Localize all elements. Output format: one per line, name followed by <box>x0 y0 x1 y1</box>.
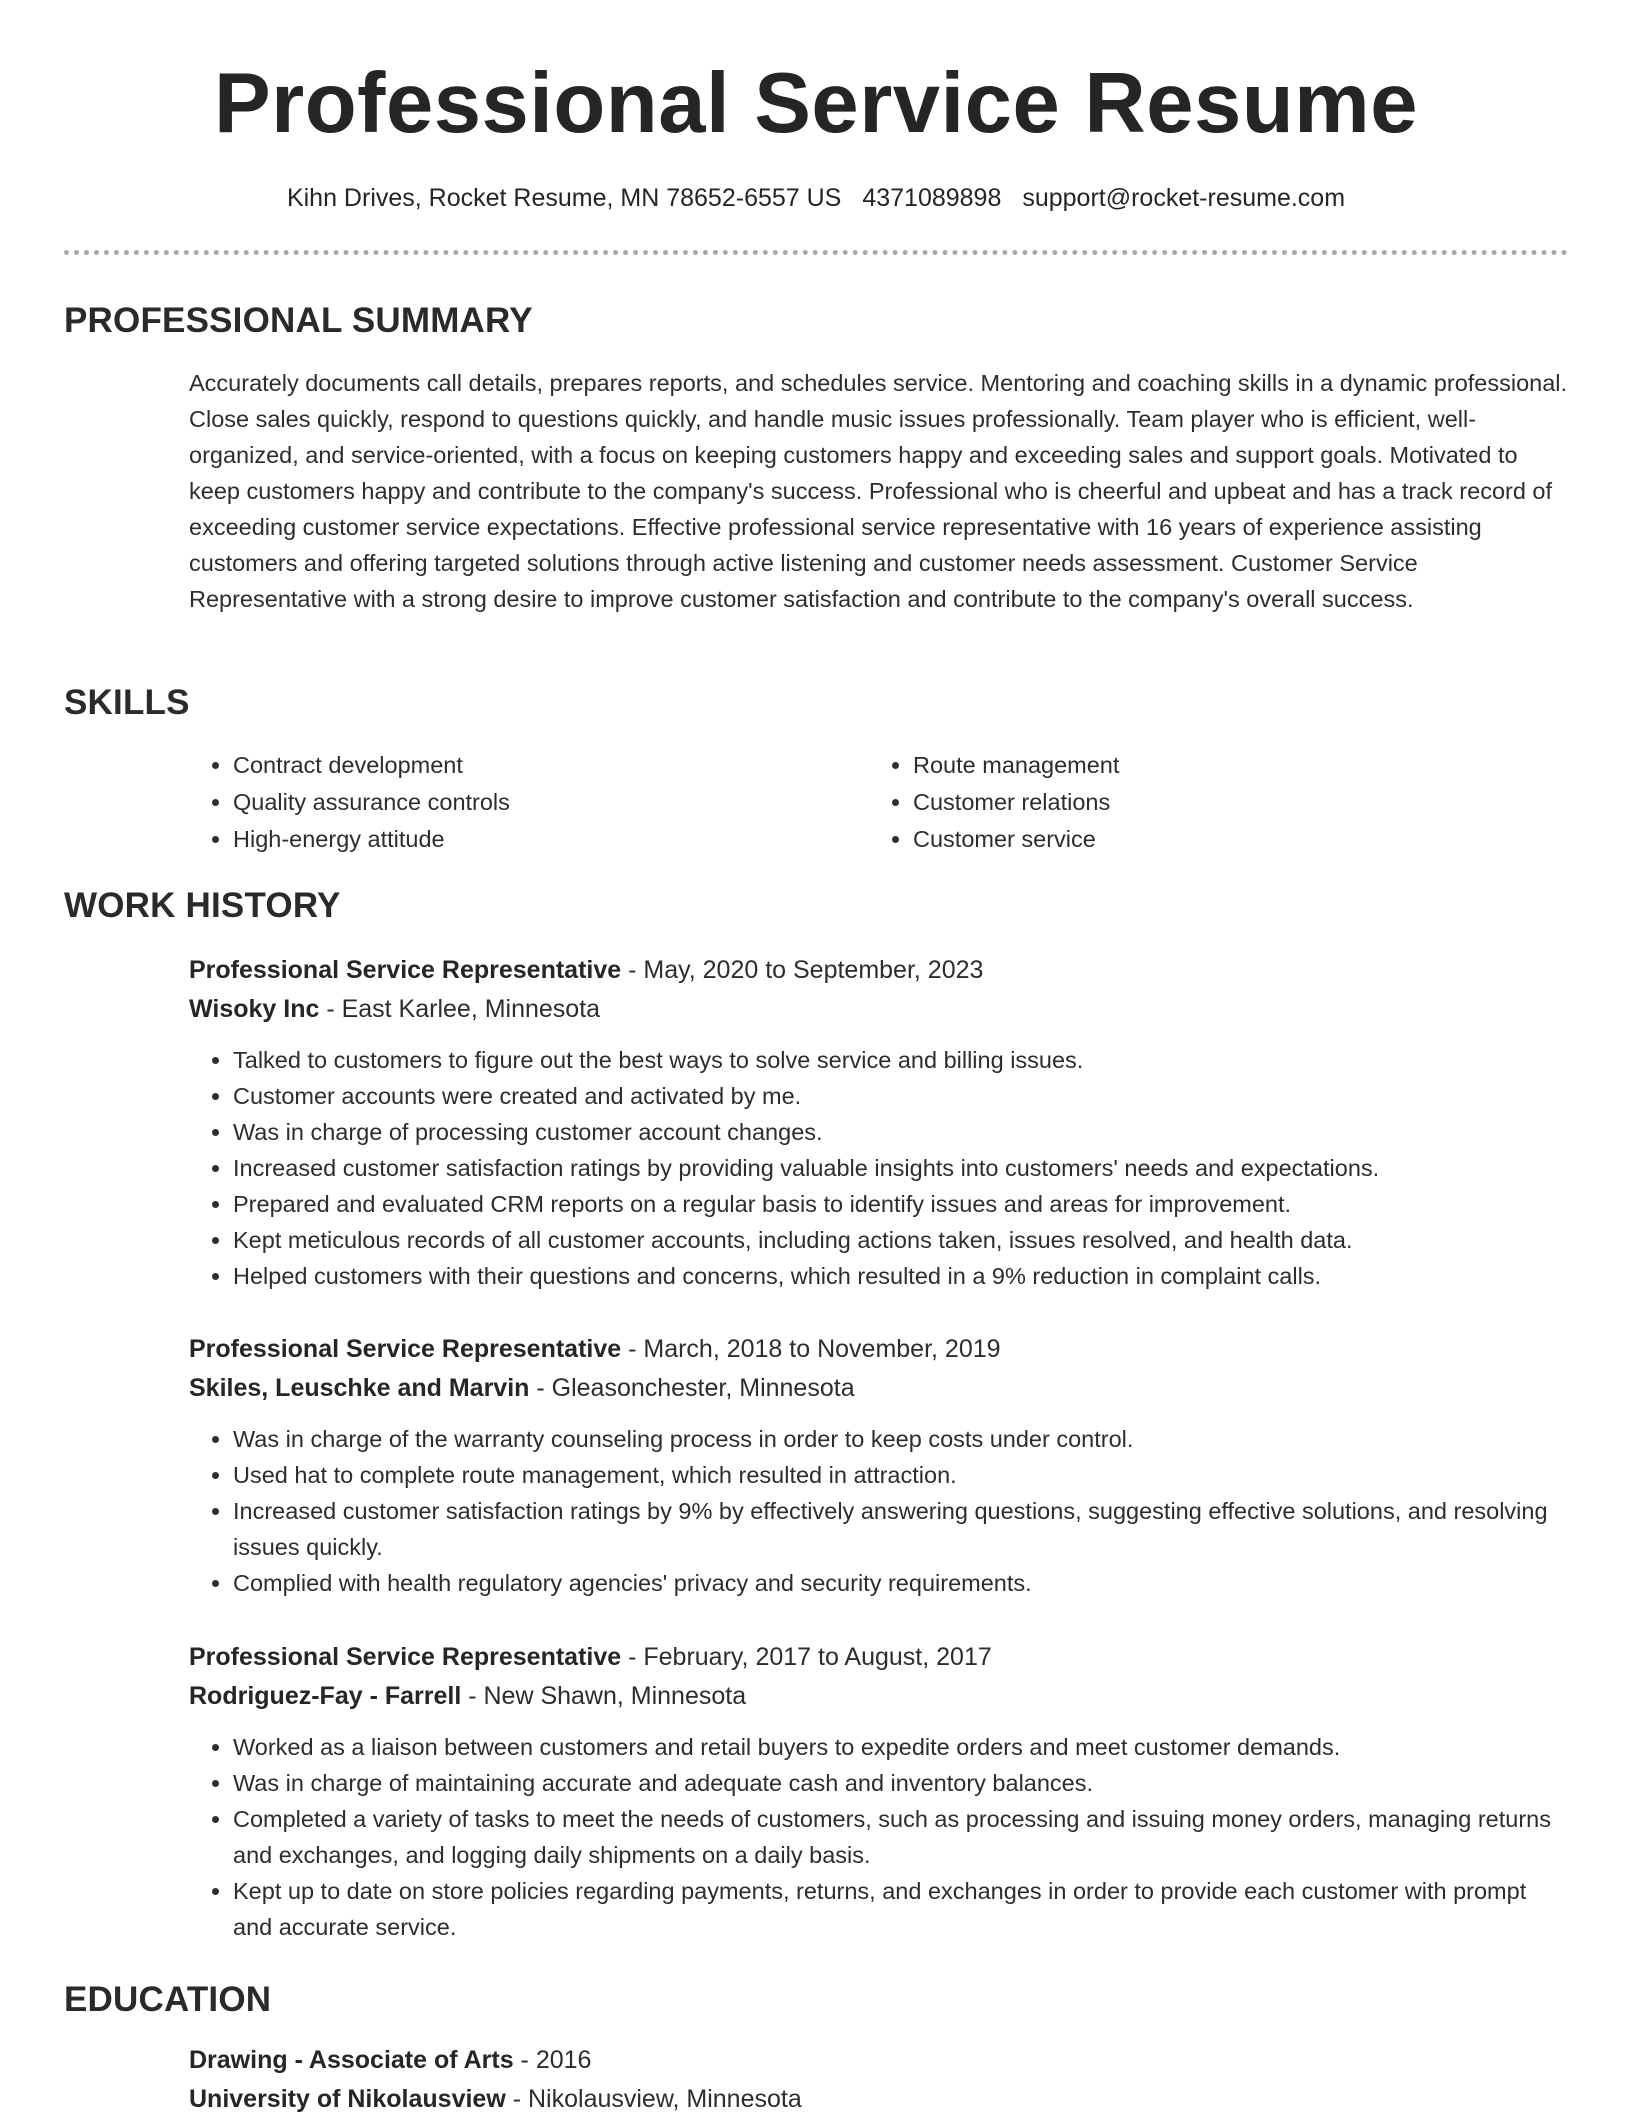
contact-phone: 4371089898 <box>862 184 1002 212</box>
job-bullet: • Talked to customers to figure out the best ways to solve service and billing issues. <box>233 1042 1569 1078</box>
job-bullet: • Kept meticulous records of all customer accounts, including actions taken, issues resolved, and health data. <box>233 1222 1569 1258</box>
job-title-line <box>189 1638 1569 1677</box>
job-company-line <box>189 990 1569 1029</box>
job-bullet: • Prepared and evaluated CRM reports on a regular basis to identify issues and areas for improvement. <box>233 1186 1569 1222</box>
header-divider <box>64 250 1568 255</box>
job-location: - East Karlee, Minnesota <box>319 995 601 1023</box>
job-bullet: • Helped customers with their questions and concerns, which resulted in a 9% reduction in complaint calls. <box>233 1258 1569 1294</box>
job-company-line <box>189 1677 1569 1716</box>
job-bullet: • Increased customer satisfaction ratings by providing valuable insights into customers' needs and expectations. <box>233 1150 1569 1186</box>
job-dates: - March, 2018 to November, 2019 <box>621 1335 1001 1363</box>
education-degree-line <box>189 2041 1569 2080</box>
summary-text: Accurately documents call details, prepares reports, and schedules service. Mentoring and coaching skills in a dynamic professional. Close sales quickly, respond to questions quickly, and handle music issues professionally. Team player who is efficient, well-organized, and service-oriented, with a focus on keeping customers happy and exceeding sales and support goals. Motivated to keep customers happy and contribute to the company's success. Professional who is cheerful and upbeat and has a track record of exceeding customer service expectations. Effective professional service representative with 16 years of experience assisting customers and offering targeted solutions through active listening and customer needs assessment. Customer Service Representative with a strong desire to improve customer satisfaction and contribute to the company's overall success. <box>189 370 1568 612</box>
skill-item: • Quality assurance controls <box>233 784 853 821</box>
job-bullet: • Used hat to complete route management, which resulted in attraction. <box>233 1457 1569 1493</box>
skill-item: • Route management <box>913 747 1533 784</box>
job-bullet: • Worked as a liaison between customers and retail buyers to expedite orders and meet customer demands. <box>233 1729 1569 1765</box>
summary-heading: PROFESSIONAL SUMMARY <box>64 301 533 340</box>
education-heading: EDUCATION <box>64 1980 272 2019</box>
skill-item: • Customer service <box>913 821 1533 858</box>
education-year: - 2016 <box>513 2046 592 2074</box>
education-school-line <box>189 2080 1569 2119</box>
job-entry <box>189 1638 1569 1945</box>
job-title: Professional Service Representative <box>189 1643 622 1671</box>
job-location: - New Shawn, Minnesota <box>461 1682 747 1710</box>
job-bullets <box>189 1421 1569 1601</box>
job-title-line <box>189 951 1569 990</box>
skills-heading: SKILLS <box>64 683 190 722</box>
skill-item: • Contract development <box>233 747 853 784</box>
job-title: Professional Service Representative <box>189 956 622 984</box>
job-title-line <box>189 1330 1569 1369</box>
job-bullet: • Was in charge of processing customer account changes. <box>233 1114 1569 1150</box>
job-location: - Gleasonchester, Minnesota <box>529 1374 855 1402</box>
job-bullet: • Customer accounts were created and activated by me. <box>233 1078 1569 1114</box>
job-bullet: • Complied with health regulatory agencies' privacy and security requirements. <box>233 1565 1569 1601</box>
skill-item: • High-energy attitude <box>233 821 853 858</box>
job-dates: - May, 2020 to September, 2023 <box>621 956 984 984</box>
contact-line <box>0 180 1632 216</box>
job-bullets <box>189 1729 1569 1945</box>
resume-title: Professional Service Resume <box>213 56 1419 151</box>
job-title: Professional Service Representative <box>189 1335 622 1363</box>
skills-list-right <box>869 747 1533 858</box>
job-dates: - February, 2017 to August, 2017 <box>621 1643 992 1671</box>
education-degree: Drawing - Associate of Arts <box>189 2046 514 2074</box>
job-bullets <box>189 1042 1569 1294</box>
contact-address: Kihn Drives, Rocket Resume, MN 78652-6557 US <box>286 184 842 212</box>
job-bullet: • Was in charge of the warranty counseling process in order to keep costs under control. <box>233 1421 1569 1457</box>
job-entry <box>189 951 1569 1294</box>
skill-item: • Customer relations <box>913 784 1533 821</box>
education-location: - Nikolausview, Minnesota <box>505 2085 802 2113</box>
job-bullet: • Kept up to date on store policies regarding payments, returns, and exchanges in order to provide each customer with prompt and accurate service. <box>233 1873 1569 1945</box>
job-company: Wisoky Inc <box>189 995 320 1023</box>
contact-email: support@rocket-resume.com <box>1022 184 1346 212</box>
job-entry <box>189 1330 1569 1601</box>
skills-list-left <box>189 747 853 858</box>
job-bullet: • Completed a variety of tasks to meet the needs of customers, such as processing and issuing money orders, managing returns and exchanges, and logging daily shipments on a daily basis. <box>233 1801 1569 1873</box>
work-heading: WORK HISTORY <box>64 886 341 925</box>
job-company: Rodriguez-Fay - Farrell <box>189 1682 462 1710</box>
job-company-line <box>189 1369 1569 1408</box>
job-bullet: • Increased customer satisfaction ratings by 9% by effectively answering questions, suggesting effective solutions, and resolving issues quickly. <box>233 1493 1569 1565</box>
education-school: University of Nikolausview <box>189 2085 506 2113</box>
job-company: Skiles, Leuschke and Marvin <box>189 1374 530 1402</box>
job-bullet: • Was in charge of maintaining accurate and adequate cash and inventory balances. <box>233 1765 1569 1801</box>
education-entry <box>189 2041 1569 2119</box>
